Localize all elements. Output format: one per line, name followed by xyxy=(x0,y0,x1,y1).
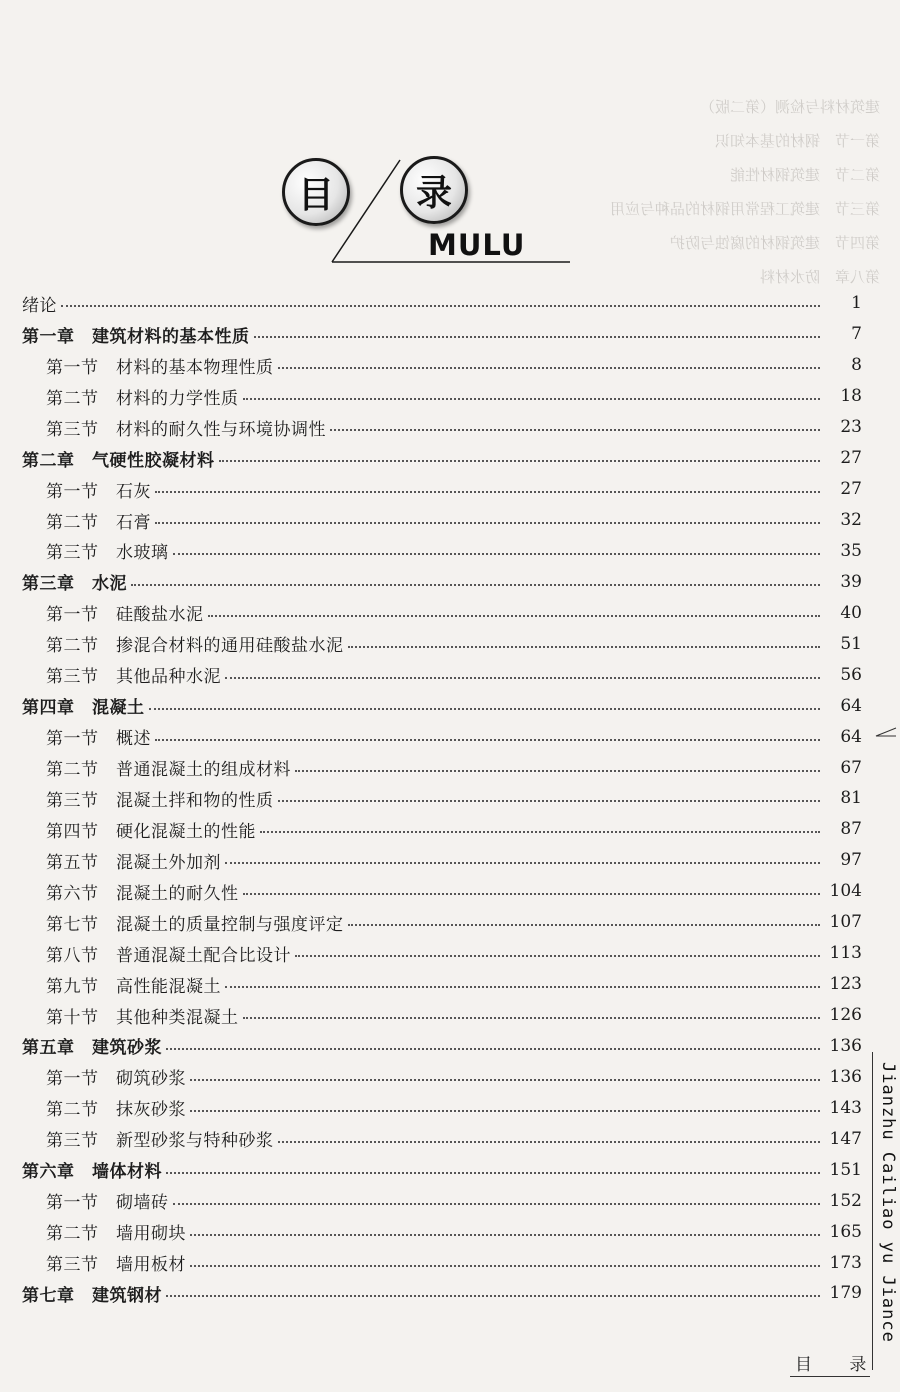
toc-entry-page: 32 xyxy=(840,510,862,531)
toc-leader-dots xyxy=(208,615,821,617)
toc-entry xyxy=(22,969,862,1000)
toc-entry-label: 第一节 硅酸盐水泥 xyxy=(46,605,204,626)
toc-entry xyxy=(22,1154,862,1185)
title-pinyin: MULU xyxy=(428,228,526,262)
title-char-mu: 目 xyxy=(282,158,350,226)
toc-entry-page: 64 xyxy=(840,726,862,747)
toc-entry-label: 第二节 石膏 xyxy=(46,512,151,533)
toc-entry-page: 152 xyxy=(829,1190,862,1211)
toc-entry-page: 51 xyxy=(840,633,862,654)
toc-leader-dots xyxy=(225,862,820,864)
toc-leader-dots xyxy=(260,831,820,833)
toc-leader-dots xyxy=(190,1110,820,1112)
table-of-contents xyxy=(22,288,862,1309)
toc-entry-page: 35 xyxy=(840,540,862,561)
toc-leader-dots xyxy=(190,1265,820,1267)
toc-entry-label: 第三章 水泥 xyxy=(22,574,127,595)
toc-entry-page: 113 xyxy=(829,943,862,964)
toc-leader-dots xyxy=(190,1234,820,1236)
toc-entry xyxy=(22,474,862,505)
toc-entry-label: 第三节 混凝土拌和物的性质 xyxy=(46,790,274,811)
toc-entry xyxy=(22,319,862,350)
toc-entry-label: 第六章 墙体材料 xyxy=(22,1162,162,1183)
bleed-through-line: 第四节 建筑钢材的腐蚀与防护 xyxy=(669,234,880,252)
toc-entry xyxy=(22,938,862,969)
toc-leader-dots xyxy=(155,739,820,741)
toc-leader-dots xyxy=(155,491,820,493)
toc-entry-page: 104 xyxy=(829,881,862,902)
toc-entry-label: 第五节 混凝土外加剂 xyxy=(46,852,221,873)
toc-entry-label: 第二章 气硬性胶凝材料 xyxy=(22,450,215,471)
toc-entry-page: 23 xyxy=(840,417,862,438)
toc-entry-page: 179 xyxy=(829,1283,862,1304)
toc-leader-dots xyxy=(278,1141,821,1143)
toc-entry-label: 绪论 xyxy=(22,295,57,316)
toc-leader-dots xyxy=(166,1048,820,1050)
toc-entry xyxy=(22,505,862,536)
toc-entry-page: 165 xyxy=(829,1221,862,1242)
toc-entry-page: 8 xyxy=(851,355,862,376)
toc-leader-dots xyxy=(278,800,821,802)
toc-leader-dots xyxy=(149,708,821,710)
toc-entry-page: 1 xyxy=(851,293,862,314)
toc-entry xyxy=(22,443,862,474)
toc-entry-page: 56 xyxy=(840,664,862,685)
toc-entry-page: 97 xyxy=(840,850,862,871)
toc-entry-label: 第七节 混凝土的质量控制与强度评定 xyxy=(46,914,344,935)
toc-leader-dots xyxy=(190,1079,820,1081)
toc-entry-page: 87 xyxy=(840,819,862,840)
toc-leader-dots xyxy=(348,646,821,648)
bleed-through-line: 第二节 建筑钢材性能 xyxy=(729,166,880,184)
toc-entry xyxy=(22,814,862,845)
toc-entry-page: 40 xyxy=(840,602,862,623)
toc-leader-dots xyxy=(225,677,820,679)
toc-entry-page: 67 xyxy=(840,757,862,778)
toc-leader-dots xyxy=(278,367,821,369)
toc-entry-label: 第三节 其他品种水泥 xyxy=(46,667,221,688)
toc-leader-dots xyxy=(131,584,820,586)
toc-entry xyxy=(22,412,862,443)
toc-entry-label: 第三节 材料的耐久性与环境协调性 xyxy=(46,419,326,440)
toc-entry xyxy=(22,907,862,938)
toc-entry-page: 81 xyxy=(840,788,862,809)
toc-entry xyxy=(22,721,862,752)
toc-entry xyxy=(22,1247,862,1278)
side-tab-pinyin: Jianzhu Cailiao yu Jiance xyxy=(878,1062,898,1343)
toc-entry-page: 7 xyxy=(851,324,862,345)
toc-entry xyxy=(22,876,862,907)
toc-entry-label: 第九节 高性能混凝土 xyxy=(46,976,221,997)
toc-entry xyxy=(22,1123,862,1154)
toc-entry-label: 第五章 建筑砂浆 xyxy=(22,1038,162,1059)
toc-entry-page: 123 xyxy=(829,974,862,995)
toc-leader-dots xyxy=(348,924,821,926)
toc-entry-label: 第一节 砌筑砂浆 xyxy=(46,1069,186,1090)
toc-leader-dots xyxy=(166,1172,820,1174)
toc-entry xyxy=(22,381,862,412)
bleed-through-line: 建筑材料与检测（第二版） xyxy=(699,98,880,116)
toc-entry xyxy=(22,288,862,319)
margin-tick-mark xyxy=(872,726,898,740)
toc-entry-page: 143 xyxy=(829,1097,862,1118)
toc-entry-page: 151 xyxy=(829,1159,862,1180)
toc-entry-label: 第六节 混凝土的耐久性 xyxy=(46,883,239,904)
page-footer-label: 目 录 xyxy=(795,1355,883,1375)
toc-entry-label: 第二节 掺混合材料的通用硅酸盐水泥 xyxy=(46,636,344,657)
toc-entry xyxy=(22,659,862,690)
toc-entry xyxy=(22,1000,862,1031)
toc-entry-label: 第四节 硬化混凝土的性能 xyxy=(46,821,256,842)
toc-leader-dots xyxy=(166,1295,820,1297)
toc-entry-label: 第七章 建筑钢材 xyxy=(22,1285,162,1306)
toc-entry-label: 第二节 材料的力学性质 xyxy=(46,388,239,409)
bleed-through-line: 第八章 防水材料 xyxy=(759,268,880,286)
bleed-through-line: 第三节 建筑工程常用钢材的品种与应用 xyxy=(609,200,880,218)
toc-entry xyxy=(22,350,862,381)
toc-entry xyxy=(22,1278,862,1309)
toc-entry-label: 第一节 概述 xyxy=(46,729,151,750)
toc-entry xyxy=(22,566,862,597)
toc-leader-dots xyxy=(173,553,821,555)
toc-entry xyxy=(22,628,862,659)
toc-leader-dots xyxy=(295,955,820,957)
toc-leader-dots xyxy=(219,460,821,462)
toc-entry-label: 第三节 新型砂浆与特种砂浆 xyxy=(46,1131,274,1152)
toc-leader-dots xyxy=(295,770,820,772)
toc-entry-label: 第一节 砌墙砖 xyxy=(46,1193,169,1214)
toc-entry-page: 136 xyxy=(829,1035,862,1056)
toc-leader-dots xyxy=(330,429,820,431)
toc-entry-page: 126 xyxy=(829,1005,862,1026)
toc-entry-page: 27 xyxy=(840,448,862,469)
toc-leader-dots xyxy=(243,398,821,400)
toc-entry-label: 第三节 水玻璃 xyxy=(46,543,169,564)
toc-leader-dots xyxy=(243,1017,821,1019)
toc-entry-page: 147 xyxy=(829,1128,862,1149)
toc-leader-dots xyxy=(61,305,820,307)
toc-entry-label: 第三节 墙用板材 xyxy=(46,1255,186,1276)
toc-entry xyxy=(22,597,862,628)
toc-entry-page: 27 xyxy=(840,479,862,500)
toc-entry xyxy=(22,1185,862,1216)
toc-entry-label: 第二节 墙用砌块 xyxy=(46,1224,186,1245)
toc-entry-page: 107 xyxy=(829,912,862,933)
toc-entry-label: 第一节 材料的基本物理性质 xyxy=(46,357,274,378)
toc-entry-label: 第一章 建筑材料的基本性质 xyxy=(22,326,250,347)
toc-entry-label: 第一节 石灰 xyxy=(46,481,151,502)
toc-leader-dots xyxy=(155,522,820,524)
toc-entry-label: 第八节 普通混凝土配合比设计 xyxy=(46,945,291,966)
toc-leader-dots xyxy=(173,1203,821,1205)
toc-entry-page: 39 xyxy=(840,571,862,592)
toc-entry xyxy=(22,1216,862,1247)
toc-entry xyxy=(22,783,862,814)
toc-leader-dots xyxy=(254,336,821,338)
toc-title xyxy=(260,150,580,270)
title-char-lu: 录 xyxy=(400,156,468,224)
toc-entry-page: 64 xyxy=(840,695,862,716)
bleed-through-line: 第一节 钢材的基本知识 xyxy=(714,132,880,150)
toc-leader-dots xyxy=(243,893,821,895)
toc-entry xyxy=(22,752,862,783)
toc-entry-label: 第四章 混凝土 xyxy=(22,698,145,719)
toc-entry xyxy=(22,1061,862,1092)
toc-entry-label: 第二节 普通混凝土的组成材料 xyxy=(46,760,291,781)
toc-entry-label: 第二节 抹灰砂浆 xyxy=(46,1100,186,1121)
toc-entry-label: 第十节 其他种类混凝土 xyxy=(46,1007,239,1028)
toc-entry xyxy=(22,1092,862,1123)
toc-leader-dots xyxy=(225,986,820,988)
toc-entry-page: 18 xyxy=(840,386,862,407)
toc-entry xyxy=(22,1031,862,1062)
toc-entry xyxy=(22,536,862,567)
footer-rule xyxy=(790,1376,870,1377)
toc-entry xyxy=(22,690,862,721)
toc-entry-page: 136 xyxy=(829,1066,862,1087)
toc-entry xyxy=(22,845,862,876)
toc-entry-page: 173 xyxy=(829,1252,862,1273)
